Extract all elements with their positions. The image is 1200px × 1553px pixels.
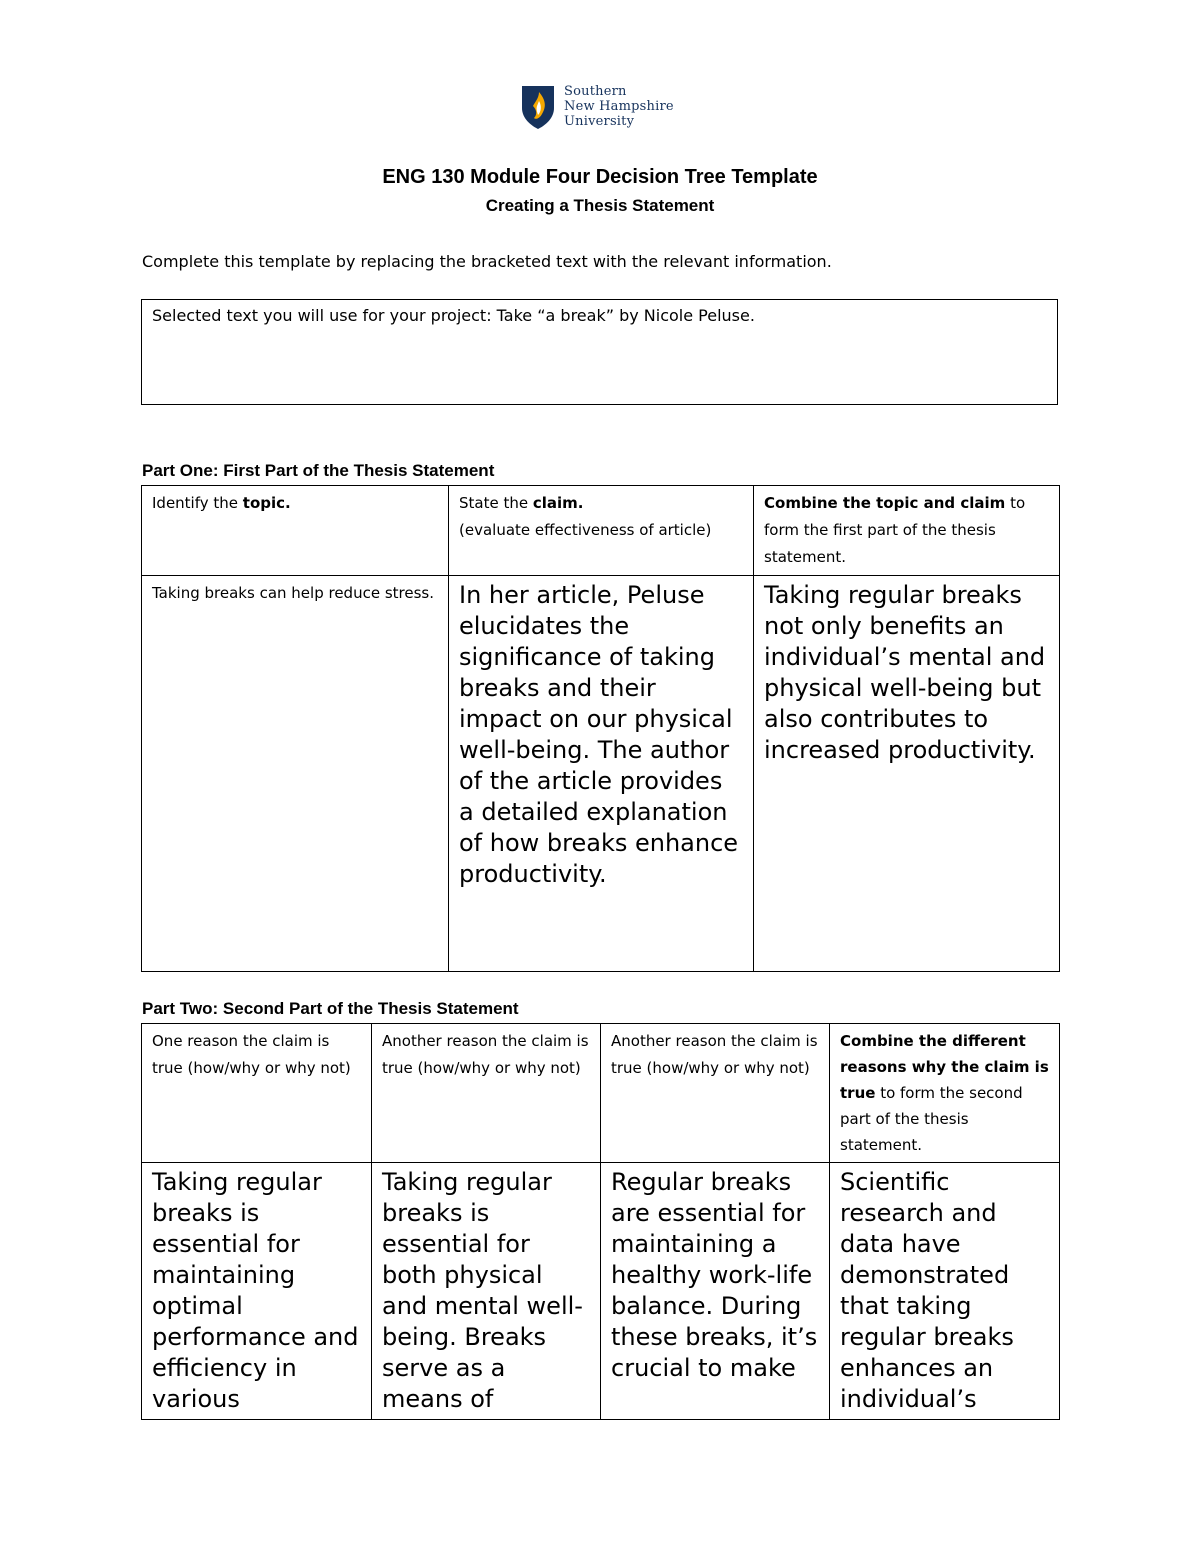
claim-cell[interactable]: In her article, Peluse elucidates the significance of taking breaks and their impact on our physical well-being. The author of the article provides a detailed explanation of how breaks enhance productivity. — [449, 576, 754, 972]
combine-reasons-header — [830, 1024, 1060, 1163]
combine-header-bold: Combine the topic and claim — [764, 494, 1006, 512]
page-title: ENG 130 Module Four Decision Tree Template — [382, 166, 818, 188]
combine-header-rest: to form the first part of the thesis statement. — [764, 494, 1026, 566]
table-header-row — [142, 486, 1060, 576]
part-one-table — [141, 485, 1060, 972]
table-header-row — [142, 1024, 1060, 1163]
reason2-cell[interactable]: Taking regular breaks is essential for both physical and mental well-being. Breaks serve as a means of — [372, 1163, 601, 1420]
part-one-heading: Part One: First Part of the Thesis Statement — [142, 461, 495, 480]
selected-text-box[interactable] — [141, 299, 1058, 405]
table-row — [142, 576, 1060, 972]
reason3-header: Another reason the claim is true (how/why or why not) — [601, 1024, 830, 1163]
topic-header — [142, 486, 449, 576]
table-row — [142, 1163, 1060, 1420]
selected-text-label: Selected text you will use for your project: — [152, 306, 492, 325]
claim-header-note: (evaluate effectiveness of article) — [459, 521, 712, 539]
topic-cell[interactable]: Taking breaks can help reduce stress. — [142, 576, 449, 972]
topic-header-prefix: Identify the — [152, 494, 243, 512]
claim-header — [449, 486, 754, 576]
topic-header-bold: topic. — [242, 494, 291, 512]
combine-reasons-rest: to form the second part of the thesis statement. — [840, 1084, 1023, 1154]
shield-flame-icon — [520, 84, 556, 130]
reason1-cell[interactable]: Taking regular breaks is essential for maintaining optimal performance and efficiency in various — [142, 1163, 372, 1420]
claim-header-prefix: State the — [459, 494, 533, 512]
page-subtitle: Creating a Thesis Statement — [485, 196, 715, 215]
snhu-logo — [520, 84, 674, 130]
combine-header — [754, 486, 1060, 576]
claim-header-bold: claim. — [532, 494, 584, 512]
selected-text-value[interactable]: Take “a break” by Nicole Peluse. — [496, 306, 755, 325]
logo-line-2: New Hampshire — [564, 99, 674, 114]
logo-line-1: Southern — [564, 84, 627, 99]
logo-line-3: University — [564, 114, 635, 129]
combined-reasons-cell[interactable]: Scientific research and data have demonstrated that taking regular breaks enhances an individual’s — [830, 1163, 1060, 1420]
reason1-header: One reason the claim is true (how/why or why not) — [142, 1024, 372, 1163]
reason3-cell[interactable]: Regular breaks are essential for maintaining a healthy work-life balance. During these breaks, it’s crucial to make — [601, 1163, 830, 1420]
instructions: Complete this template by replacing the bracketed text with the relevant information. — [142, 252, 832, 271]
part-two-heading: Part Two: Second Part of the Thesis Statement — [142, 999, 519, 1018]
combine-reasons-bold: Combine the different reasons why the claim is true — [840, 1032, 1049, 1102]
combined-thesis-cell[interactable]: Taking regular breaks not only benefits an individual’s mental and physical well-being but also contributes to increased productivity. — [754, 576, 1060, 972]
part-two-table — [141, 1023, 1060, 1420]
reason2-header: Another reason the claim is true (how/why or why not) — [372, 1024, 601, 1163]
